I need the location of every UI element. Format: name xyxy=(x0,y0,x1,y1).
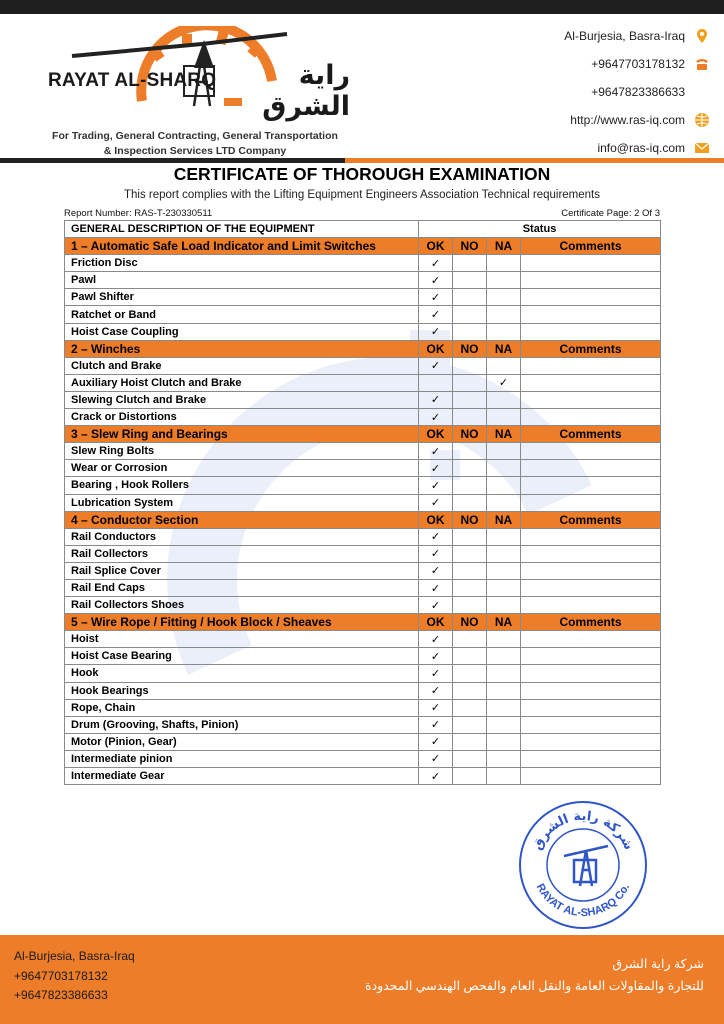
check-icon: ✓ xyxy=(430,548,441,561)
status-ok-cell xyxy=(419,750,453,767)
status-na-cell xyxy=(487,750,521,767)
comments-cell xyxy=(521,443,661,460)
status-ok-cell xyxy=(419,494,453,511)
status-ok-cell xyxy=(419,699,453,716)
footer-company-ar xyxy=(365,953,704,997)
section-col-ok: OK xyxy=(419,426,453,443)
contact-address xyxy=(564,22,710,50)
item-label: Lubrication System xyxy=(65,494,419,511)
email-link[interactable]: info@ras-iq.com xyxy=(597,141,685,155)
item-label: Rail Conductors xyxy=(65,528,419,545)
status-na-cell xyxy=(487,289,521,306)
status-na-cell xyxy=(487,460,521,477)
status-ok-cell xyxy=(419,357,453,374)
section-col-ok: OK xyxy=(419,511,453,528)
item-label: Auxiliary Hoist Clutch and Brake xyxy=(65,374,419,391)
check-icon: ✓ xyxy=(430,462,441,475)
comments-cell xyxy=(521,699,661,716)
comments-cell xyxy=(521,391,661,408)
status-ok-cell xyxy=(419,648,453,665)
header-status: Status xyxy=(419,221,661,238)
table-row xyxy=(65,374,661,391)
section-header-row xyxy=(65,426,661,443)
status-no-cell xyxy=(453,255,487,272)
status-na-cell xyxy=(487,477,521,494)
contact-website[interactable] xyxy=(564,106,710,134)
address-text: Al-Burjesia, Basra-Iraq xyxy=(564,29,685,43)
check-icon: ✓ xyxy=(430,582,441,595)
status-na-cell xyxy=(487,579,521,596)
footer-phone1: +9647703178132 xyxy=(14,968,108,983)
check-icon: ✓ xyxy=(430,326,441,339)
item-label: Wear or Corrosion xyxy=(65,460,419,477)
comments-cell xyxy=(521,477,661,494)
status-na-cell xyxy=(487,255,521,272)
phone-icon xyxy=(694,56,710,72)
table-row xyxy=(65,579,661,596)
status-ok-cell xyxy=(419,562,453,579)
status-no-cell xyxy=(453,648,487,665)
comments-cell xyxy=(521,579,661,596)
comments-cell xyxy=(521,545,661,562)
item-label: Rail Collectors Shoes xyxy=(65,597,419,614)
comments-cell xyxy=(521,716,661,733)
check-icon: ✓ xyxy=(430,685,441,698)
table-row xyxy=(65,597,661,614)
table-row xyxy=(65,682,661,699)
status-ok-cell xyxy=(419,579,453,596)
phone1-text: +9647703178132 xyxy=(591,57,685,71)
check-icon: ✓ xyxy=(430,770,441,783)
check-icon: ✓ xyxy=(430,667,441,680)
item-label: Hoist Case Coupling xyxy=(65,323,419,340)
status-na-cell xyxy=(487,409,521,426)
table-row xyxy=(65,545,661,562)
comments-cell xyxy=(521,306,661,323)
table-row xyxy=(65,716,661,733)
status-no-cell xyxy=(453,443,487,460)
status-na-cell xyxy=(487,357,521,374)
status-no-cell xyxy=(453,306,487,323)
item-label: Friction Disc xyxy=(65,255,419,272)
table-row xyxy=(65,409,661,426)
status-na-cell xyxy=(487,391,521,408)
comments-cell xyxy=(521,750,661,767)
status-no-cell xyxy=(453,545,487,562)
table-row xyxy=(65,768,661,785)
status-na-cell xyxy=(487,716,521,733)
check-icon: ✓ xyxy=(430,274,441,287)
report-number: Report Number: RAS-T-230330511 xyxy=(64,208,213,219)
status-no-cell xyxy=(453,665,487,682)
status-na-cell xyxy=(487,682,521,699)
status-ok-cell xyxy=(419,255,453,272)
comments-cell xyxy=(521,255,661,272)
comments-cell xyxy=(521,733,661,750)
contact-phone1 xyxy=(564,50,710,78)
comments-cell xyxy=(521,409,661,426)
section-col-ok: OK xyxy=(419,614,453,631)
section-header-row xyxy=(65,614,661,631)
examination-table xyxy=(64,220,661,785)
check-icon: ✓ xyxy=(430,291,441,304)
item-label: Hook Bearings xyxy=(65,682,419,699)
phone2-text: +9647823386633 xyxy=(591,85,685,99)
check-icon: ✓ xyxy=(430,736,441,749)
status-no-cell xyxy=(453,699,487,716)
status-ok-cell xyxy=(419,665,453,682)
company-tagline xyxy=(40,129,350,159)
status-no-cell xyxy=(453,528,487,545)
company-name-ar: راية الشرق xyxy=(262,60,350,121)
comments-cell xyxy=(521,631,661,648)
comments-cell xyxy=(521,768,661,785)
table-row xyxy=(65,391,661,408)
status-na-cell xyxy=(487,562,521,579)
section-title: 3 – Slew Ring and Bearings xyxy=(65,426,419,443)
status-no-cell xyxy=(453,391,487,408)
status-ok-cell xyxy=(419,374,453,391)
check-icon: ✓ xyxy=(430,497,441,510)
status-ok-cell xyxy=(419,272,453,289)
status-ok-cell xyxy=(419,409,453,426)
section-col-na: NA xyxy=(487,238,521,255)
item-label: Clutch and Brake xyxy=(65,357,419,374)
check-icon: ✓ xyxy=(430,479,441,492)
check-icon: ✓ xyxy=(430,650,441,663)
item-label: Intermediate pinion xyxy=(65,750,419,767)
top-bar xyxy=(0,0,724,14)
status-no-cell xyxy=(453,579,487,596)
tagline-line1: For Trading, General Contracting, General Transportation xyxy=(52,130,338,142)
item-label: Slewing Clutch and Brake xyxy=(65,391,419,408)
comments-cell xyxy=(521,562,661,579)
table-header-row xyxy=(65,221,661,238)
section-col-na: NA xyxy=(487,426,521,443)
item-label: Pawl Shifter xyxy=(65,289,419,306)
check-icon: ✓ xyxy=(430,702,441,715)
item-label: Rail Splice Cover xyxy=(65,562,419,579)
location-icon xyxy=(694,28,710,44)
item-label: Rail End Caps xyxy=(65,579,419,596)
status-ok-cell xyxy=(419,768,453,785)
table-row xyxy=(65,477,661,494)
header xyxy=(0,14,724,160)
svg-text:شركة راية الشرق xyxy=(530,809,636,853)
footer-ar-line2: للتجارة والمقاولات العامة والنقل العام والفحص الهندسي المحدودة xyxy=(365,979,704,993)
check-icon: ✓ xyxy=(430,565,441,578)
table-row xyxy=(65,562,661,579)
table-row xyxy=(65,289,661,306)
status-no-cell xyxy=(453,460,487,477)
check-icon: ✓ xyxy=(430,753,441,766)
check-icon: ✓ xyxy=(430,309,441,322)
table-row xyxy=(65,306,661,323)
table-row xyxy=(65,750,661,767)
status-ok-cell xyxy=(419,460,453,477)
footer-contact xyxy=(14,947,135,1006)
section-header-row xyxy=(65,511,661,528)
status-na-cell xyxy=(487,494,521,511)
status-na-cell xyxy=(487,597,521,614)
table-row xyxy=(65,443,661,460)
section-col-comments: Comments xyxy=(521,238,661,255)
status-no-cell xyxy=(453,357,487,374)
status-na-cell xyxy=(487,699,521,716)
section-col-no: NO xyxy=(453,511,487,528)
section-col-no: NO xyxy=(453,340,487,357)
section-title: 2 – Winches xyxy=(65,340,419,357)
section-title: 5 – Wire Rope / Fitting / Hook Block / Sheaves xyxy=(65,614,419,631)
item-label: Ratchet or Band xyxy=(65,306,419,323)
check-icon: ✓ xyxy=(430,719,441,732)
spacer-icon xyxy=(694,84,710,100)
status-no-cell xyxy=(453,768,487,785)
contact-block xyxy=(564,22,710,162)
table-row xyxy=(65,631,661,648)
footer-address: Al-Burjesia, Basra-Iraq xyxy=(14,949,135,963)
contact-phone2 xyxy=(564,78,710,106)
check-icon: ✓ xyxy=(430,257,441,270)
section-col-na: NA xyxy=(487,511,521,528)
item-label: Intermediate Gear xyxy=(65,768,419,785)
status-ok-cell xyxy=(419,306,453,323)
item-label: Hook xyxy=(65,665,419,682)
item-label: Rail Collectors xyxy=(65,545,419,562)
status-no-cell xyxy=(453,494,487,511)
footer-ar-line1: شركة راية الشرق xyxy=(612,957,704,971)
comments-cell xyxy=(521,289,661,306)
status-na-cell xyxy=(487,374,521,391)
status-ok-cell xyxy=(419,443,453,460)
status-ok-cell xyxy=(419,597,453,614)
status-na-cell xyxy=(487,323,521,340)
comments-cell xyxy=(521,357,661,374)
table-row xyxy=(65,272,661,289)
table-row xyxy=(65,648,661,665)
section-title: 1 – Automatic Safe Load Indicator and Limit Switches xyxy=(65,238,419,255)
item-label: Motor (Pinion, Gear) xyxy=(65,733,419,750)
table-row xyxy=(65,460,661,477)
status-no-cell xyxy=(453,597,487,614)
table-row xyxy=(65,357,661,374)
status-na-cell xyxy=(487,528,521,545)
status-ok-cell xyxy=(419,528,453,545)
status-na-cell xyxy=(487,306,521,323)
section-header-row xyxy=(65,238,661,255)
status-na-cell xyxy=(487,443,521,460)
section-col-comments: Comments xyxy=(521,614,661,631)
status-no-cell xyxy=(453,750,487,767)
status-ok-cell xyxy=(419,323,453,340)
section-col-na: NA xyxy=(487,614,521,631)
comments-cell xyxy=(521,323,661,340)
check-icon: ✓ xyxy=(430,633,441,646)
section-col-ok: OK xyxy=(419,340,453,357)
status-ok-cell xyxy=(419,545,453,562)
item-label: Bearing , Hook Rollers xyxy=(65,477,419,494)
status-ok-cell xyxy=(419,716,453,733)
table-row xyxy=(65,255,661,272)
company-stamp xyxy=(516,798,650,932)
check-icon: ✓ xyxy=(430,599,441,612)
comments-cell xyxy=(521,528,661,545)
website-link[interactable]: http://www.ras-iq.com xyxy=(570,113,685,127)
header-description: GENERAL DESCRIPTION OF THE EQUIPMENT xyxy=(65,221,419,238)
comments-cell xyxy=(521,597,661,614)
certificate-page: Certificate Page: 2 Of 3 xyxy=(561,208,660,219)
header-divider xyxy=(0,158,724,163)
check-icon: ✓ xyxy=(430,411,441,424)
status-no-cell xyxy=(453,272,487,289)
item-label: Crack or Distortions xyxy=(65,409,419,426)
comments-cell xyxy=(521,648,661,665)
status-na-cell xyxy=(487,665,521,682)
status-no-cell xyxy=(453,733,487,750)
document-meta xyxy=(64,208,660,219)
stamp-text-ar: شركة راية الشرق xyxy=(530,808,637,853)
status-no-cell xyxy=(453,631,487,648)
table-row xyxy=(65,323,661,340)
item-label: Hoist Case Bearing xyxy=(65,648,419,665)
status-na-cell xyxy=(487,272,521,289)
section-col-no: NO xyxy=(453,614,487,631)
status-no-cell xyxy=(453,289,487,306)
mail-icon xyxy=(694,140,710,156)
check-icon: ✓ xyxy=(498,377,509,390)
status-na-cell xyxy=(487,733,521,750)
table-row xyxy=(65,494,661,511)
status-no-cell xyxy=(453,716,487,733)
item-label: Drum (Grooving, Shafts, Pinion) xyxy=(65,716,419,733)
status-ok-cell xyxy=(419,733,453,750)
item-label: Rope, Chain xyxy=(65,699,419,716)
footer-phone2: +9647823386633 xyxy=(14,988,108,1002)
status-na-cell xyxy=(487,631,521,648)
section-header-row xyxy=(65,340,661,357)
section-col-comments: Comments xyxy=(521,511,661,528)
status-na-cell xyxy=(487,648,521,665)
status-ok-cell xyxy=(419,682,453,699)
comments-cell xyxy=(521,460,661,477)
status-ok-cell xyxy=(419,477,453,494)
status-na-cell xyxy=(487,545,521,562)
item-label: Slew Ring Bolts xyxy=(65,443,419,460)
status-no-cell xyxy=(453,409,487,426)
stamp-text-en: RAYAT AL-SHARQ Co. xyxy=(533,881,633,920)
section-col-comments: Comments xyxy=(521,340,661,357)
table-row xyxy=(65,665,661,682)
status-no-cell xyxy=(453,562,487,579)
section-col-no: NO xyxy=(453,238,487,255)
status-no-cell xyxy=(453,477,487,494)
document-title: CERTIFICATE OF THOROUGH EXAMINATION xyxy=(173,164,551,184)
item-label: Pawl xyxy=(65,272,419,289)
check-icon: ✓ xyxy=(430,531,441,544)
company-logo xyxy=(40,24,350,164)
comments-cell xyxy=(521,374,661,391)
section-title: 4 – Conductor Section xyxy=(65,511,419,528)
check-icon: ✓ xyxy=(430,445,441,458)
status-ok-cell xyxy=(419,289,453,306)
comments-cell xyxy=(521,272,661,289)
table-row xyxy=(65,733,661,750)
footer xyxy=(0,935,724,1024)
section-col-comments: Comments xyxy=(521,426,661,443)
status-no-cell xyxy=(453,682,487,699)
comments-cell xyxy=(521,494,661,511)
status-ok-cell xyxy=(419,631,453,648)
comments-cell xyxy=(521,665,661,682)
item-label: Hoist xyxy=(65,631,419,648)
section-col-na: NA xyxy=(487,340,521,357)
status-na-cell xyxy=(487,768,521,785)
check-icon: ✓ xyxy=(430,394,441,407)
table-row xyxy=(65,699,661,716)
tagline-line2: & Inspection Services LTD Company xyxy=(103,145,287,157)
globe-icon xyxy=(694,112,710,128)
document-subtitle: This report complies with the Lifting Equipment Engineers Association Technical requirements xyxy=(123,189,600,201)
status-no-cell xyxy=(453,323,487,340)
check-icon: ✓ xyxy=(430,360,441,373)
status-ok-cell xyxy=(419,391,453,408)
company-name-en: RAYAT AL-SHARQ xyxy=(48,70,217,91)
table-row xyxy=(65,528,661,545)
section-col-no: NO xyxy=(453,426,487,443)
section-col-ok: OK xyxy=(419,238,453,255)
status-no-cell xyxy=(453,374,487,391)
comments-cell xyxy=(521,682,661,699)
